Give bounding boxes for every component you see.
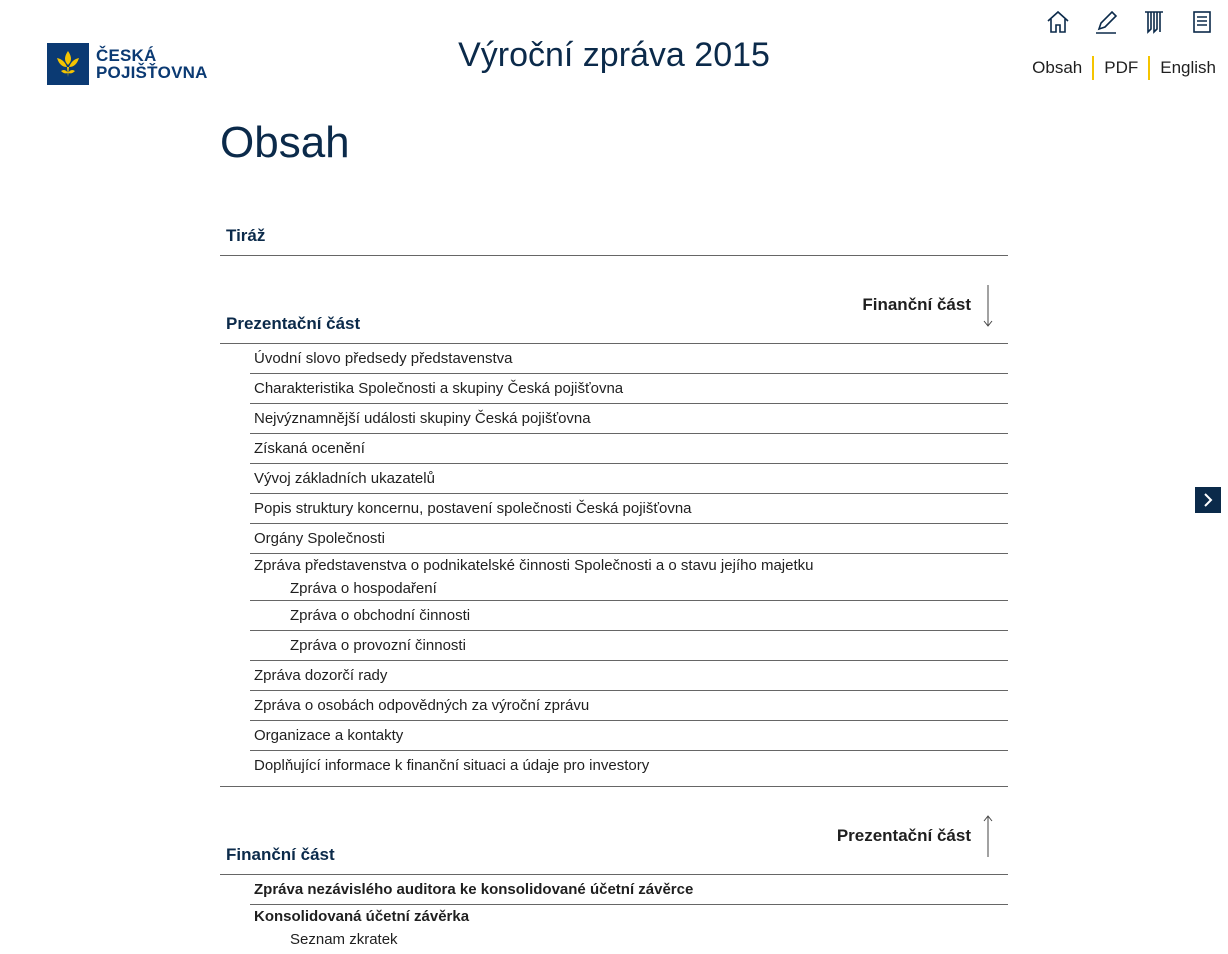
section-title-prezentacni[interactable]: Prezentační část bbox=[226, 314, 361, 333]
toc-item[interactable]: Úvodní slovo předsedy představenstva bbox=[250, 344, 1008, 374]
jump-to-prezentacni-link[interactable]: Prezentační část bbox=[836, 826, 971, 845]
toc-subitem[interactable]: Seznam zkratek bbox=[290, 931, 398, 948]
divider bbox=[220, 255, 1008, 256]
nav-obsah[interactable]: Obsah bbox=[1032, 58, 1083, 77]
document-icon[interactable] bbox=[1188, 8, 1216, 36]
toc-item[interactable]: Nejvýznamnější události skupiny Česká pojišťovna bbox=[250, 404, 1008, 434]
toc-list-financni bbox=[250, 875, 1008, 951]
toc-item[interactable]: Charakteristika Společnosti a skupiny Česká pojišťovna bbox=[250, 374, 1008, 404]
jump-to-financni-link[interactable]: Finanční část bbox=[862, 295, 971, 314]
toc-tiraz-link[interactable]: Tiráž bbox=[226, 226, 266, 245]
toc-item[interactable]: Získaná ocenění bbox=[250, 434, 1008, 464]
toc-item[interactable]: Konsolidovaná účetní závěrka bbox=[254, 908, 470, 925]
brand-name-line2: POJIŠŤOVNA bbox=[96, 63, 208, 82]
report-title: Výroční zpráva 2015 bbox=[458, 36, 770, 74]
next-page-button[interactable] bbox=[1195, 487, 1221, 513]
toc-item[interactable]: Zpráva o osobách odpovědných za výroční zprávu bbox=[250, 691, 1008, 721]
toc-item[interactable]: Vývoj základních ukazatelů bbox=[250, 464, 1008, 494]
edit-icon[interactable] bbox=[1092, 8, 1120, 36]
nav-english[interactable]: English bbox=[1148, 56, 1216, 80]
page-heading: Obsah bbox=[220, 118, 350, 167]
toc-item[interactable]: Doplňující informace k finanční situaci a údaje pro investory bbox=[254, 757, 650, 774]
toc-subitem[interactable]: Zpráva o obchodní činnosti bbox=[250, 601, 1008, 631]
toc-item[interactable]: Organizace a kontakty bbox=[250, 721, 1008, 751]
arrow-down-icon[interactable] bbox=[982, 284, 994, 328]
toc-subitem[interactable]: Zpráva o provozní činnosti bbox=[250, 631, 1008, 661]
home-icon[interactable] bbox=[1044, 8, 1072, 36]
arrow-up-icon[interactable] bbox=[982, 814, 994, 858]
toc-item[interactable]: Zpráva dozorčí rady bbox=[250, 661, 1008, 691]
top-nav bbox=[1022, 56, 1216, 80]
toc-list-prezentacni bbox=[250, 344, 1008, 780]
nav-pdf[interactable]: PDF bbox=[1092, 56, 1148, 80]
section-title-financni[interactable]: Finanční část bbox=[226, 845, 335, 864]
toc-item[interactable]: Popis struktury koncernu, postavení společnosti Česká pojišťovna bbox=[250, 494, 1008, 524]
toc-item[interactable]: Zpráva představenstva o podnikatelské činnosti Společnosti a o stavu jejího majetku bbox=[254, 557, 814, 574]
divider bbox=[220, 786, 1008, 787]
toc-item[interactable]: Orgány Společnosti bbox=[250, 524, 1008, 554]
toc-subitem[interactable]: Zpráva o hospodaření bbox=[250, 577, 1008, 601]
toolbar-icons bbox=[1024, 8, 1216, 36]
toc-item[interactable]: Zpráva nezávislého auditora ke konsolidované účetní závěrce bbox=[250, 875, 1008, 905]
brand-name-line1: ČESKÁ bbox=[96, 46, 157, 65]
bookmark-icon[interactable] bbox=[1140, 8, 1168, 36]
chevron-right-icon bbox=[1201, 492, 1215, 508]
